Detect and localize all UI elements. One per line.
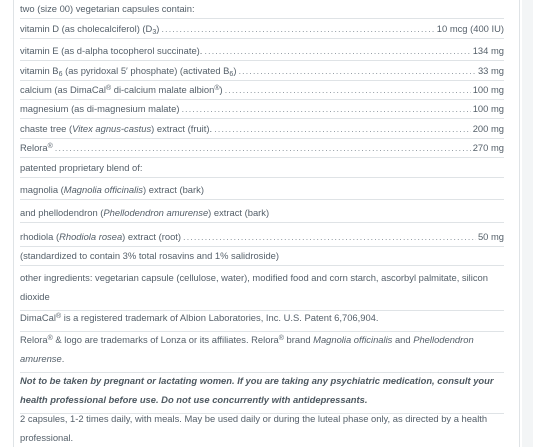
ingredient-row	[20, 120, 504, 139]
other-ingredients	[20, 268, 504, 311]
relora-trademark-text: Relora® & logo are trademarks of Lonza or its affiliates. Relora® brand Magnolia officinalis and Phellodendron amurense.	[20, 334, 474, 364]
standardized-text: (standardized to contain 3% total rosavins and 1% salidroside)	[20, 250, 279, 261]
dot-leader	[181, 100, 470, 118]
blend-item-phellodendron-text: and phellodendron (Phellodendron amurense) extract (bark)	[20, 207, 270, 218]
page-scroll-gutter	[522, 0, 533, 447]
standardized-line	[20, 247, 504, 266]
ingredient-row	[20, 100, 504, 119]
relora-trademark-note	[20, 330, 504, 373]
dot-leader	[183, 228, 476, 246]
blend-item-magnolia-text: magnolia (Magnolia officinalis) extract (bark)	[20, 184, 204, 195]
ingredient-name: calcium (as DimaCal® di-calcium malate albion®)	[20, 84, 223, 95]
ingredient-amount: 134 mg	[472, 45, 504, 56]
dimacal-trademark-text: DimaCal® is a registered trademark of Albion Laboratories, Inc. U.S. Patent 6,706,904.	[20, 312, 379, 323]
ingredient-name: vitamin $B_6$ (as pyridoxal 5′ phosphate) (activated $B_6$)	[20, 65, 237, 78]
blend-title: patented proprietary blend of:	[20, 162, 143, 173]
intro-text: two (size 00) vegetarian capsules contain:	[20, 3, 195, 14]
other-ingredients-text: other ingredients: vegetarian capsule (cellulose, water), modified food and corn starch, ascorbyl palmitate, silicon dioxide	[20, 272, 488, 302]
intro-line	[20, 0, 504, 19]
dot-leader	[225, 81, 471, 99]
ingredient-row	[20, 139, 504, 158]
ingredient-row	[20, 62, 504, 81]
dot-leader	[214, 120, 471, 138]
ingredient-name: magnesium (as di-magnesium malate)	[20, 103, 180, 114]
ingredient-row	[20, 81, 504, 100]
dot-leader	[238, 62, 475, 80]
directions-text: 2 capsules, 1-2 times daily, with meals. May be used daily or during the luteal phase only, as directed by a health professional.	[20, 413, 488, 443]
dimacal-trademark-note	[20, 308, 504, 332]
ingredient-amount: 270 mg	[472, 142, 504, 153]
dot-leader	[55, 139, 471, 157]
ingredient-name: rhodiola (Rhodiola rosea) extract (root)	[20, 231, 182, 242]
dot-leader	[161, 20, 434, 38]
dot-leader	[204, 42, 470, 60]
blend-item-phellodendron	[20, 204, 504, 223]
ingredient-row	[20, 20, 504, 39]
warning-note	[20, 371, 504, 414]
blend-title-row	[20, 159, 504, 178]
blend-item-magnolia	[20, 181, 504, 200]
ingredient-amount: 33 mg	[477, 65, 504, 76]
ingredient-name: Relora®	[20, 142, 53, 153]
warning-text: Not to be taken by pregnant or lactating women. If you are taking any psychiatric medication, consult your health professional before use. Do not use concurrently with antidepressants.	[20, 375, 494, 405]
ingredient-name: vitamin E (as d-alpha tocopherol succinate).	[20, 45, 203, 56]
ingredient-row-rhodiola	[20, 228, 504, 247]
ingredient-amount: 10 mcg (400 IU)	[436, 23, 504, 34]
ingredient-amount: 100 mg	[472, 103, 504, 114]
ingredient-name: chaste tree (Vitex agnus-castus) extract (fruit).	[20, 123, 213, 134]
directions-note	[20, 409, 504, 447]
ingredient-row	[20, 42, 504, 61]
ingredient-amount: 100 mg	[472, 84, 504, 95]
ingredient-amount: 200 mg	[472, 123, 504, 134]
ingredient-amount: 50 mg	[477, 231, 504, 242]
ingredient-name: vitamin D (as cholecalciferol) $(D_3)$	[20, 23, 160, 36]
